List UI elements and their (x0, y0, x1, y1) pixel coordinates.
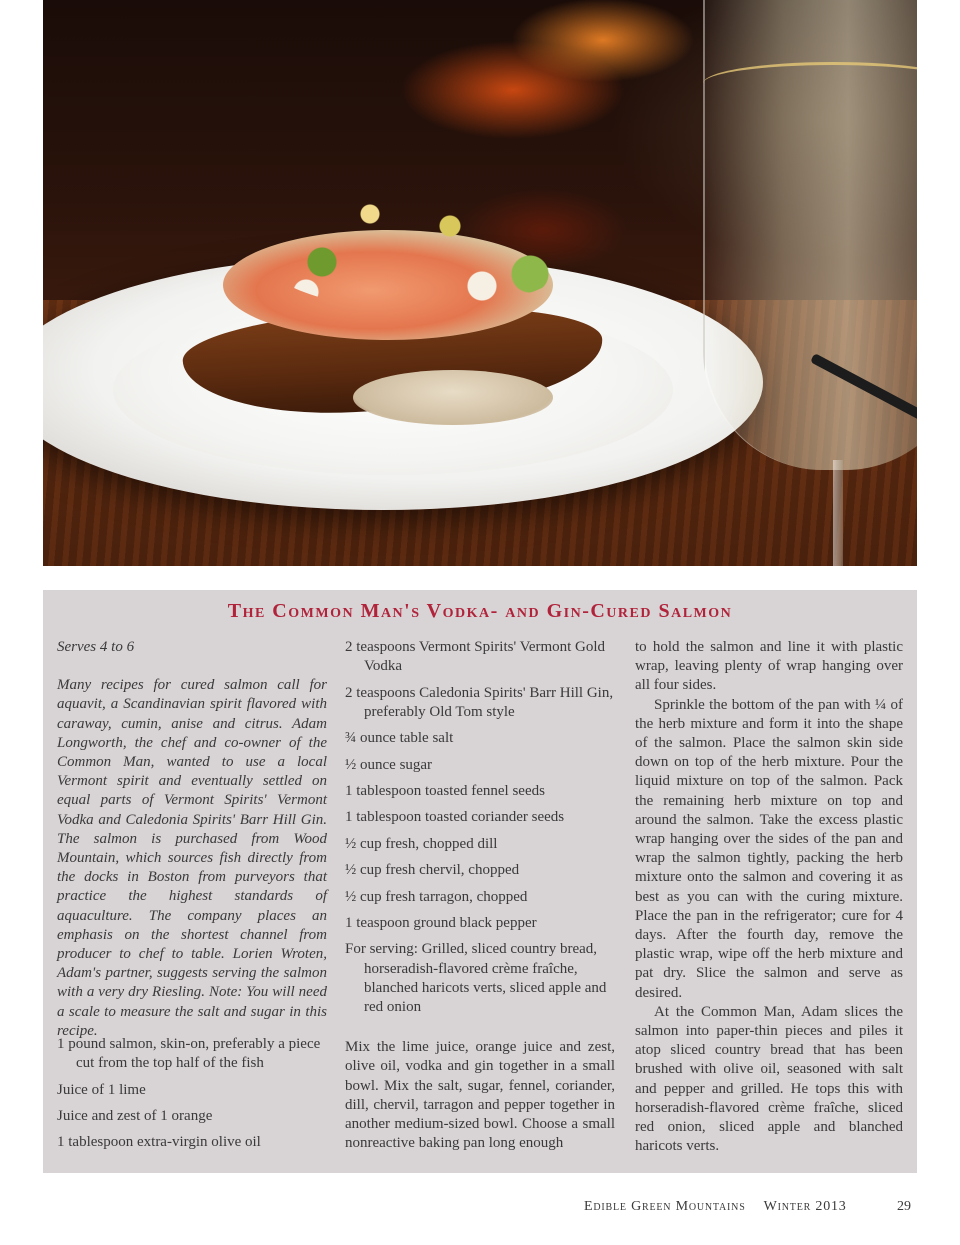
ingredient-item: Juice of 1 lime (57, 1081, 146, 1098)
ingredient-item: For serving: Grilled, sliced country bread, horseradish-flavored crème fraîche, blanched haricots verts, sliced apple and red onion (345, 941, 607, 1015)
ingredient-item: 1 tablespoon extra-virgin olive oil (57, 1134, 261, 1151)
recipe-intro-column (57, 638, 327, 1041)
garnish-greens (258, 190, 578, 310)
recipe-intro: Many recipes for cured salmon call for aquavit, a Scandinavian spirit flavored with caraway, cumin, anise and citrus. Adam Longworth, the chef and co-owner of the Common Man, wanted to use a local Vermont spirit and eventually settled on equal parts of Vermont Spirits' Vermont Vodka and Caledonia Spirits' Barr Hill Gin. The salmon is purchased from Wood Mountain, which sources fish directly from the docks in Boston from purveyors that practice the highest standards of aquaculture. The company places an emphasis on the shortest channel from producer to chef to table. Lorien Wroten, Adam's partner, suggests serving the salmon with a very dry Riesling. Note: You will need a scale to measure the salt and sugar in this recipe. (57, 677, 327, 1039)
ingredient-item: ½ cup fresh tarragon, chopped (345, 888, 528, 905)
ingredient-item: ½ cup fresh chervil, chopped (345, 862, 520, 879)
ingredient-item: 1 tablespoon toasted fennel seeds (345, 782, 545, 799)
ingredients-list-1 (57, 1035, 327, 1160)
page-number: 29 (897, 1199, 911, 1214)
method-step-2: Sprinkle the bottom of the pan with ¼ of the herb mixture and form it into the shape of the salmon. Place the salmon skin side down on top of the herb mixture. Pour the liquid mixture on top of the salmon. Pack the remaining herb mixture on top and around the salmon. Take the excess plastic wrap hanging over the sides of the pan and wrap the salmon tightly, packing the herb mixture onto the salmon and covering it as best as you can with the curing mixture. Place the pan in the refrigerator; cure for 4 days. After the fourth day, remove the plastic wrap, wipe off the herb mixture and pat dry. Slice the salmon and serve as desired. (635, 696, 903, 1001)
method-step-3: At the Common Man, Adam slices the salmon into paper-thin pieces and piles it atop sliced country bread that has been brushed with olive oil, seasoned with salt and pepper and grilled. He tops this with horseradish-flavored crème fraîche, sliced red onion, sliced apple and blanched haricots verts. (635, 1003, 903, 1155)
wine-glass-stem (833, 460, 843, 566)
ingredient-item: Juice and zest of 1 orange (57, 1107, 213, 1124)
recipe-title: The Common Man's Vodka- and Gin-Cured Salmon (227, 600, 733, 622)
recipe-panel (43, 590, 917, 1173)
ingredient-item: 2 teaspoons Vermont Spirits' Vermont Gold Vodka (345, 639, 606, 675)
page-footer (584, 1199, 861, 1215)
serves-text: Serves 4 to 6 (57, 639, 135, 655)
creme-fraiche-drizzle (353, 370, 553, 425)
issue-label: Winter 2013 (763, 1199, 847, 1214)
ingredient-item: ½ ounce sugar (345, 756, 433, 773)
ingredient-item: 1 pound salmon, skin-on, preferably a piece cut from the top half of the fish (57, 1036, 321, 1072)
publication-name: Edible Green Mountains (584, 1199, 746, 1214)
ingredient-item: ¾ ounce table salt (345, 730, 454, 747)
salmon-dish-photo (43, 0, 917, 566)
method-step-1-continued: to hold the salmon and line it with plastic wrap, leaving plenty of wrap hanging over all four sides. (635, 639, 903, 694)
method-step-1: Mix the lime juice, orange juice and zest, olive oil, vodka and gin together in a small bowl. Mix the salt, sugar, fennel, coriander, dill, chervil, tarragon and pepper together in another medium-sized bowl. Choose a small nonreactive baking pan long enough (345, 1039, 615, 1152)
ingredient-item: 1 tablespoon toasted coriander seeds (345, 809, 565, 826)
ingredients-list-2 (345, 638, 615, 1017)
ingredient-item: 2 teaspoons Caledonia Spirits' Barr Hill Gin, preferably Old Tom style (345, 684, 614, 720)
method-column-3 (635, 638, 903, 1156)
ingredients-column-2 (345, 638, 615, 1153)
ingredient-item: ½ cup fresh, chopped dill (345, 835, 498, 852)
ingredient-item: 1 teaspoon ground black pepper (345, 914, 537, 931)
